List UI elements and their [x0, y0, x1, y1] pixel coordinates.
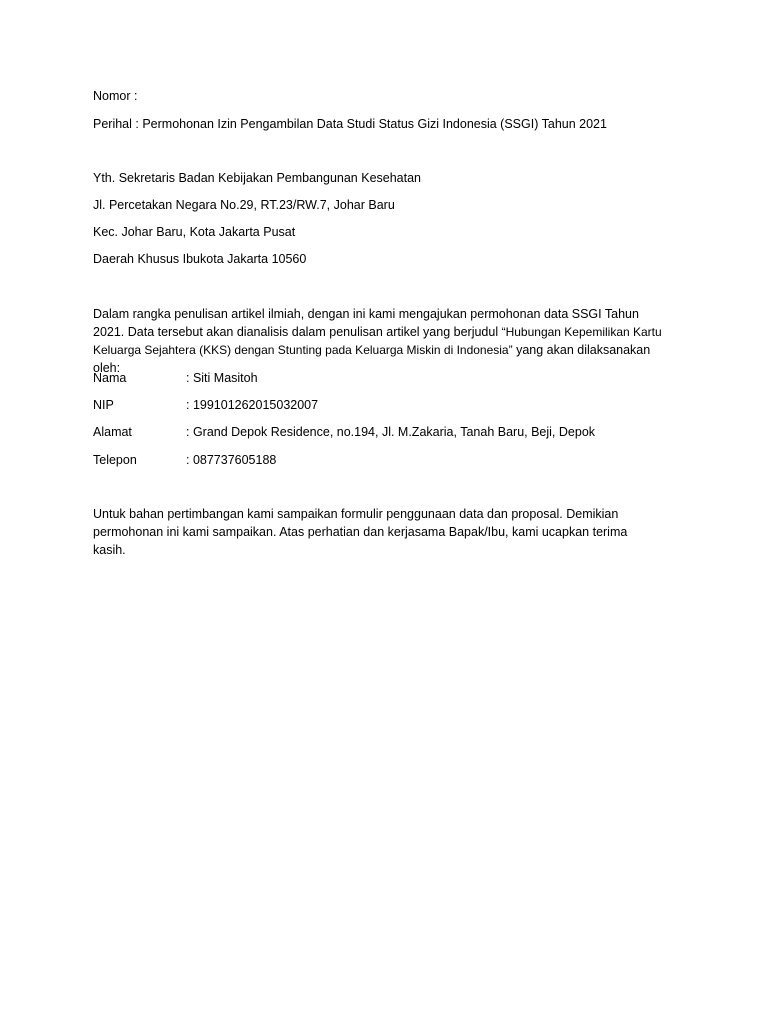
letter-subject: Perihal : Permohonan Izin Pengambilan Data Studi Status Gizi Indonesia (SSGI) Tahun 2021 [93, 117, 607, 131]
applicant-value: : Grand Depok Residence, no.194, Jl. M.Zakaria, Tanah Baru, Beji, Depok [186, 425, 596, 439]
article-title: “Hubungan Kepemilikan Kartu Keluarga Sejahtera (KKS) dengan Stunting pada Keluarga Miskin di Indonesia” [93, 325, 662, 357]
applicant-value: : Siti Masitoh [186, 371, 258, 385]
closing-paragraph: Untuk bahan pertimbangan kami sampaikan formulir penggunaan data dan proposal. Demikian permohonan ini kami sampaikan. Atas perhatian dan kerjasama Bapak/Ibu, kami ucapkan terima kasih. [93, 507, 628, 557]
applicant-value: : 087737605188 [186, 453, 277, 467]
applicant-row-nip [93, 397, 318, 413]
recipient-line-2: Jl. Percetakan Negara No.29, RT.23/RW.7, Johar Baru [93, 198, 395, 212]
intro-text-after: yang akan dilaksanakan oleh: [93, 343, 651, 375]
recipient-line-1: Yth. Sekretaris Badan Kebijakan Pembangunan Kesehatan [93, 171, 422, 185]
applicant-label: Alamat [93, 425, 132, 439]
applicant-value: : 199101262015032007 [186, 398, 319, 412]
letter-number: Nomor : [93, 89, 138, 103]
applicant-row-name [93, 370, 258, 386]
intro-text-before: Dalam rangka penulisan artikel ilmiah, dengan ini kami mengajukan permohonan data SSGI Tahun 2021. Data tersebut akan dianalisis dalam penulisan artikel yang berjudul [93, 307, 639, 339]
applicant-label: Nama [93, 371, 127, 385]
applicant-label: NIP [93, 398, 114, 412]
applicant-row-address [93, 424, 595, 440]
applicant-label: Telepon [93, 453, 137, 467]
intro-paragraph [93, 305, 663, 377]
applicant-row-phone [93, 452, 276, 468]
recipient-line-4: Daerah Khusus Ibukota Jakarta 10560 [93, 252, 307, 266]
recipient-line-3: Kec. Johar Baru, Kota Jakarta Pusat [93, 225, 296, 239]
